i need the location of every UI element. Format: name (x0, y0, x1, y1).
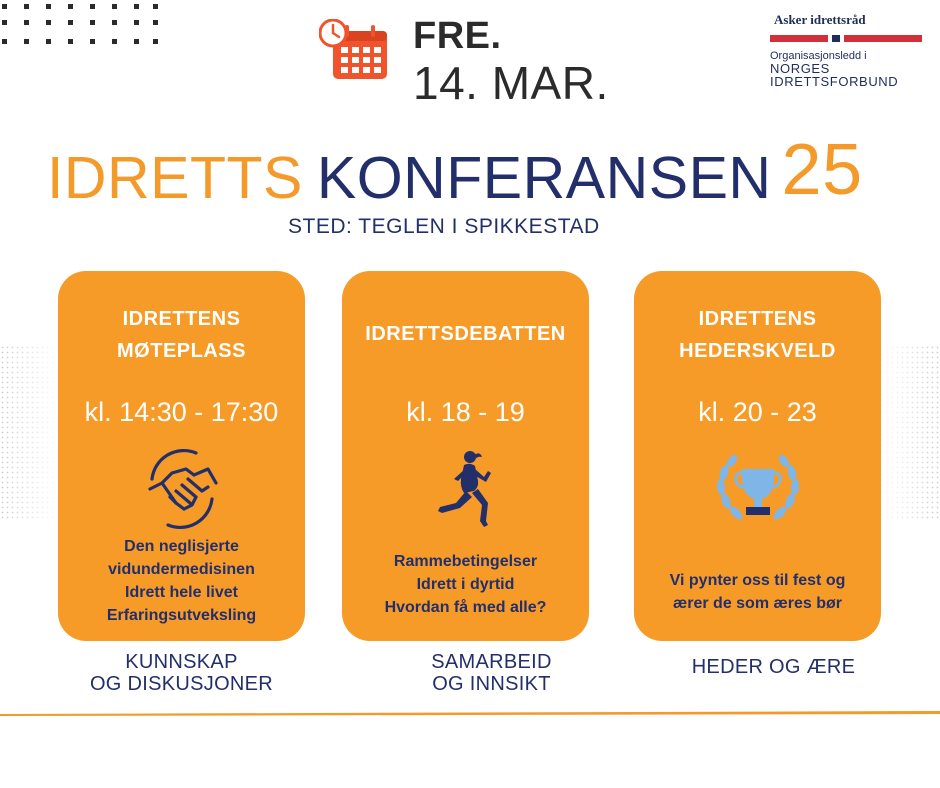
card-title-line1: IDRETTENS (698, 308, 817, 330)
program-card-moteplass (58, 271, 305, 641)
card-topics (58, 535, 305, 627)
title-part-idretts: IDRETTS (47, 145, 303, 211)
dot-pattern-top (0, 0, 170, 52)
flag-stripe (770, 35, 925, 42)
organizer-federation-line2: IDRETTSFORBUND (770, 74, 899, 89)
event-weekday: FRE. (413, 15, 502, 57)
program-card-debatten (342, 271, 589, 641)
organizer-federation-line1: NORGES (770, 61, 830, 76)
card-time: kl. 18 - 19 (406, 397, 525, 427)
tagline-line2: OG DISKUSJONER (89, 673, 274, 695)
card-topics (634, 569, 881, 615)
tagline-samarbeid (368, 651, 615, 695)
topic-item: Hvordan få med alle? (384, 599, 547, 616)
handshake-icon (136, 443, 228, 535)
tagline-line1: SAMARBEID (431, 651, 552, 673)
topic-item: Rammebetingelser (393, 553, 538, 570)
runner-icon (428, 447, 504, 537)
tagline-kunnskap (58, 651, 305, 695)
title-part-konferansen: KONFERANSEN (316, 145, 772, 211)
title-year: 25 (781, 130, 863, 210)
event-location: STED: TEGLEN I SPIKKESTAD (288, 215, 600, 238)
card-title-line2: HEDERSKVELD (679, 340, 836, 362)
tagline-line2: OG INNSIKT (432, 673, 551, 695)
card-time: kl. 20 - 23 (698, 397, 817, 427)
topic-item: ærer de som æres bør (673, 595, 842, 612)
topic-item: Idrett hele livet (125, 584, 238, 601)
card-title (634, 303, 881, 367)
topic-item: Vi pynter oss til fest og (669, 572, 846, 589)
trophy-icon (712, 449, 804, 529)
card-topics (342, 550, 589, 619)
topic-item: Idrett i dyrtid (416, 576, 515, 593)
card-title-line2: MØTEPLASS (117, 340, 246, 362)
page-title (47, 130, 863, 211)
card-time: kl. 14:30 - 17:30 (84, 397, 279, 427)
organizer-affiliation: Organisasjonsledd i (770, 50, 867, 62)
program-card-hederskveld (634, 271, 881, 641)
tagline-line1: HEDER OG ÆRE (691, 656, 856, 678)
event-date: 14. MAR. (413, 57, 609, 109)
bottom-divider (0, 711, 940, 716)
card-title: IDRETTSDEBATTEN (365, 323, 566, 345)
card-title (58, 303, 305, 367)
topic-item: Den neglisjerte (124, 538, 239, 555)
card-title-line1: IDRETTENS (122, 308, 241, 330)
tagline-line1: KUNNSKAP (125, 651, 238, 673)
calendar-clock-icon (319, 19, 391, 81)
tagline-heder (650, 656, 897, 678)
halftone-dots-left (0, 345, 60, 520)
topic-item: Erfaringsutveksling (106, 607, 257, 624)
halftone-dots-right (880, 345, 940, 520)
topic-item: vidundermedisinen (108, 561, 255, 578)
organizer-name: Asker idrettsråd (774, 12, 866, 27)
organizer-logo (770, 12, 925, 88)
